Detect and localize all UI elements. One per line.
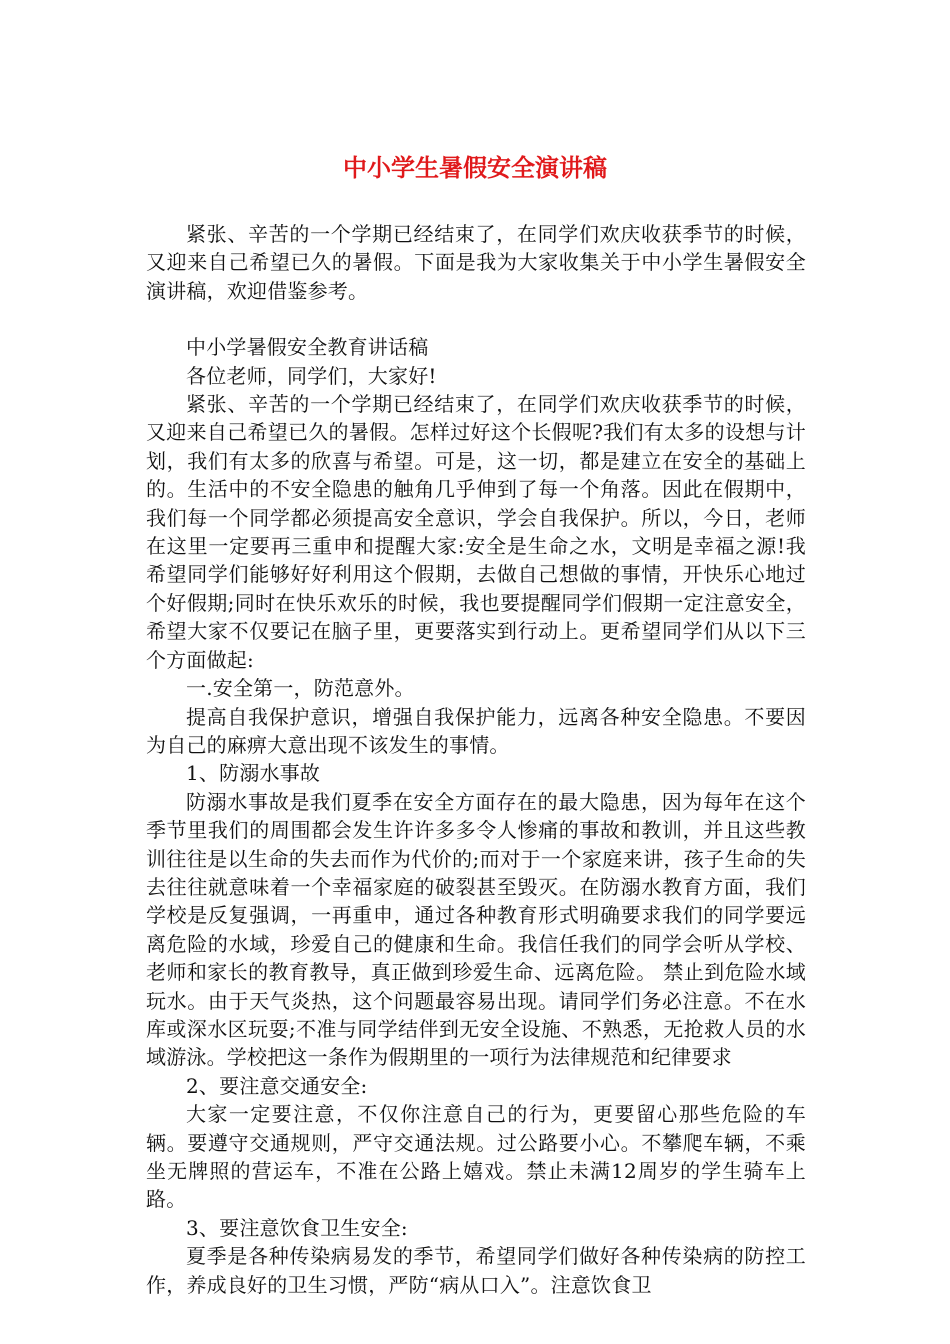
intro-paragraph: 紧张、辛苦的一个学期已经结束了，在同学们欢庆收获季节的时候，又迎来自己希望已久的暑假。下面是我为大家收集关于中小学生暑假安全演讲稿，欢迎借鉴参考。 — [146, 222, 806, 303]
section-heading: 一.安全第一，防范意外。 — [186, 676, 415, 701]
body-paragraph: 防溺水事故是我们夏季在安全方面存在的最大隐患，因为每年在这个季节里我们的周围都会发生许许多多令人惨痛的事故和教训，并且这些教训往往是以生命的失去而作为代价的;而对于一个家庭来讲，孩子生命的失去往往就意味着一个幸福家庭的破裂甚至毁灭。在防溺水教育方面，我们学校是反复强调，一再重申，通过各种教育形式明确要求我们的同学要远离危险的水域，珍爱自己的健康和生命。我信任我们的同学会听从学校、老师和家长的教育教导，真正做到珍爱生命、远离危险。 禁止到危险水域玩水。由于天气炎热，这个问题最容易出现。请同学们务必注意。不在水库或深水区玩耍;不准与同学结伴到无安全设施、不熟悉，无抢救人员的水域游泳。学校把这一条作为假期里的一项行为法律规范和纪律要求 — [146, 789, 806, 1070]
subsection-heading: 1、防溺水事故 — [186, 761, 321, 786]
speech-heading: 中小学暑假安全教育讲话稿 — [186, 335, 429, 360]
body-paragraph: 提高自我保护意识，增强自我保护能力，远离各种安全隐患。不要因为自己的麻痹大意出现不该发生的事情。 — [146, 704, 806, 757]
greeting-paragraph: 各位老师，同学们，大家好! — [186, 363, 437, 388]
subsection-heading: 3、要注意饮食卫生安全: — [186, 1215, 408, 1240]
subsection-heading: 2、要注意交通安全: — [186, 1073, 368, 1098]
body-paragraph: 紧张、辛苦的一个学期已经结束了，在同学们欢庆收获季节的时候，又迎来自己希望已久的暑假。怎样过好这个长假呢?我们有太多的设想与计划，我们有太多的欣喜与希望。可是，这一切，都是建立在安全的基础上的。生活中的不安全隐患的触角几乎伸到了每一个角落。因此在假期中，我们每一个同学都必须提高安全意识，学会自我保护。所以，今日，老师在这里一定要再三重申和提醒大家:安全是生命之水，文明是幸福之源!我希望同学们能够好好利用这个假期，去做自己想做的事情，开快乐心地过个好假期;同时在快乐欢乐的时候，我也要提醒同学们假期一定注意安全，希望大家不仅要记在脑子里，更要落实到行动上。更希望同学们从以下三个方面做起: — [146, 392, 806, 672]
document-body — [146, 220, 806, 1299]
body-paragraph: 夏季是各种传染病易发的季节，希望同学们做好各种传染病的防控工作，养成良好的卫生习惯，严防“病从口入”。注意饮食卫 — [146, 1244, 806, 1297]
body-paragraph: 大家一定要注意，不仅你注意自己的行为，更要留心那些危险的车辆。要遵守交通规则，严守交通法规。过公路要小心。不攀爬车辆，不乘坐无牌照的营运车，不准在公路上嬉戏。禁止未满12周岁的学生骑车上路。 — [146, 1102, 806, 1212]
document-title: 中小学生暑假安全演讲稿 — [343, 154, 607, 183]
